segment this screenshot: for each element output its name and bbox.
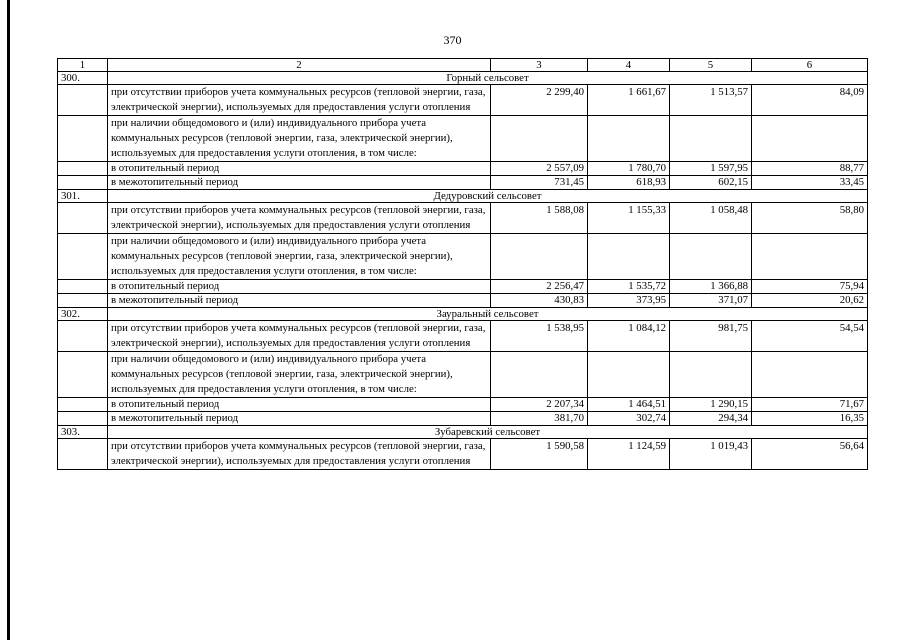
value-cell-c3: 2 299,40 (491, 85, 588, 116)
value-cell-c3 (491, 116, 588, 162)
row-number-cell (58, 176, 108, 190)
table-row (58, 85, 868, 116)
value-cell-c6: 33,45 (752, 176, 868, 190)
column-header: 2 (108, 59, 491, 72)
value-cell-c4: 1 124,59 (588, 439, 670, 470)
section-row (58, 190, 868, 203)
value-cell-c5: 294,34 (670, 412, 752, 426)
value-cell-c6 (752, 116, 868, 162)
value-cell-c6: 88,77 (752, 162, 868, 176)
value-cell-c5 (670, 116, 752, 162)
row-number-cell (58, 439, 108, 470)
value-cell-c6 (752, 352, 868, 398)
section-number: 300. (58, 72, 108, 85)
table-row (58, 280, 868, 294)
row-number-cell (58, 352, 108, 398)
value-cell-c3: 430,83 (491, 294, 588, 308)
row-description: в межотопительный период (108, 176, 491, 190)
section-row (58, 72, 868, 85)
value-cell-c4 (588, 116, 670, 162)
value-cell-c4: 618,93 (588, 176, 670, 190)
row-description: в межотопительный период (108, 294, 491, 308)
value-cell-c4: 1 780,70 (588, 162, 670, 176)
value-cell-c3: 1 538,95 (491, 321, 588, 352)
value-cell-c4 (588, 234, 670, 280)
row-number-cell (58, 203, 108, 234)
section-title: Горный сельсовет (108, 72, 868, 85)
section-row (58, 426, 868, 439)
table-row (58, 116, 868, 162)
value-cell-c5: 1 366,88 (670, 280, 752, 294)
table-row (58, 352, 868, 398)
column-header: 6 (752, 59, 868, 72)
table-row (58, 162, 868, 176)
table-row (58, 176, 868, 190)
row-number-cell (58, 162, 108, 176)
table-body (58, 59, 868, 470)
column-header: 4 (588, 59, 670, 72)
table-row (58, 294, 868, 308)
row-number-cell (58, 116, 108, 162)
value-cell-c6: 16,35 (752, 412, 868, 426)
table-row (58, 234, 868, 280)
section-row (58, 308, 868, 321)
row-description: в отопительный период (108, 280, 491, 294)
value-cell-c3: 2 207,34 (491, 398, 588, 412)
value-cell-c5 (670, 352, 752, 398)
table-row (58, 321, 868, 352)
row-description: при отсутствии приборов учета коммунальных ресурсов (тепловой энергии, газа, электрической энергии), используемых для предоставления услуги отопления (108, 439, 491, 470)
value-cell-c5: 1 513,57 (670, 85, 752, 116)
value-cell-c4: 1 661,67 (588, 85, 670, 116)
tariff-table (57, 58, 868, 470)
value-cell-c3: 2 557,09 (491, 162, 588, 176)
row-description: в межотопительный период (108, 412, 491, 426)
value-cell-c3 (491, 234, 588, 280)
value-cell-c4: 1 535,72 (588, 280, 670, 294)
value-cell-c5: 1 058,48 (670, 203, 752, 234)
value-cell-c4: 302,74 (588, 412, 670, 426)
value-cell-c3: 1 590,58 (491, 439, 588, 470)
value-cell-c3 (491, 352, 588, 398)
value-cell-c5: 1 290,15 (670, 398, 752, 412)
row-number-cell (58, 85, 108, 116)
row-description: при наличии общедомового и (или) индивидуального прибора учета коммунальных ресурсов (тепловой энергии, газа, электрической энергии), используемых для предоставления услуги отопления, в том числе: (108, 116, 491, 162)
row-description: при наличии общедомового и (или) индивидуального прибора учета коммунальных ресурсов (тепловой энергии, газа, электрической энергии), используемых для предоставления услуги отопления, в том числе: (108, 352, 491, 398)
value-cell-c5 (670, 234, 752, 280)
value-cell-c6: 54,54 (752, 321, 868, 352)
value-cell-c5: 371,07 (670, 294, 752, 308)
value-cell-c4: 1 464,51 (588, 398, 670, 412)
value-cell-c5: 1 597,95 (670, 162, 752, 176)
header-row (58, 59, 868, 72)
value-cell-c3: 1 588,08 (491, 203, 588, 234)
table-row (58, 398, 868, 412)
table-row (58, 439, 868, 470)
section-title: Зубаревский сельсовет (108, 426, 868, 439)
page-edge-bar (7, 0, 10, 640)
value-cell-c5: 1 019,43 (670, 439, 752, 470)
row-description: в отопительный период (108, 162, 491, 176)
row-number-cell (58, 280, 108, 294)
section-title: Зауральный сельсовет (108, 308, 868, 321)
value-cell-c6: 71,67 (752, 398, 868, 412)
column-header: 5 (670, 59, 752, 72)
row-number-cell (58, 412, 108, 426)
value-cell-c6: 20,62 (752, 294, 868, 308)
value-cell-c6: 84,09 (752, 85, 868, 116)
row-description: при отсутствии приборов учета коммунальных ресурсов (тепловой энергии, газа, электрической энергии), используемых для предоставления услуги отопления (108, 85, 491, 116)
value-cell-c3: 2 256,47 (491, 280, 588, 294)
value-cell-c5: 602,15 (670, 176, 752, 190)
row-number-cell (58, 234, 108, 280)
row-number-cell (58, 321, 108, 352)
row-description: при отсутствии приборов учета коммунальных ресурсов (тепловой энергии, газа, электрической энергии), используемых для предоставления услуги отопления (108, 321, 491, 352)
value-cell-c6: 56,64 (752, 439, 868, 470)
value-cell-c6: 58,80 (752, 203, 868, 234)
value-cell-c4: 373,95 (588, 294, 670, 308)
value-cell-c5: 981,75 (670, 321, 752, 352)
row-description: при отсутствии приборов учета коммунальных ресурсов (тепловой энергии, газа, электрической энергии), используемых для предоставления услуги отопления (108, 203, 491, 234)
table-row (58, 412, 868, 426)
section-number: 302. (58, 308, 108, 321)
column-header: 1 (58, 59, 108, 72)
section-number: 303. (58, 426, 108, 439)
value-cell-c3: 731,45 (491, 176, 588, 190)
value-cell-c4 (588, 352, 670, 398)
value-cell-c6: 75,94 (752, 280, 868, 294)
value-cell-c4: 1 084,12 (588, 321, 670, 352)
row-description: в отопительный период (108, 398, 491, 412)
page-number: 370 (443, 33, 462, 47)
row-number-cell (58, 398, 108, 412)
section-title: Дедуровский сельсовет (108, 190, 868, 203)
row-number-cell (58, 294, 108, 308)
section-number: 301. (58, 190, 108, 203)
value-cell-c4: 1 155,33 (588, 203, 670, 234)
table-row (58, 203, 868, 234)
row-description: при наличии общедомового и (или) индивидуального прибора учета коммунальных ресурсов (тепловой энергии, газа, электрической энергии), используемых для предоставления услуги отопления, в том числе: (108, 234, 491, 280)
column-header: 3 (491, 59, 588, 72)
value-cell-c3: 381,70 (491, 412, 588, 426)
value-cell-c6 (752, 234, 868, 280)
